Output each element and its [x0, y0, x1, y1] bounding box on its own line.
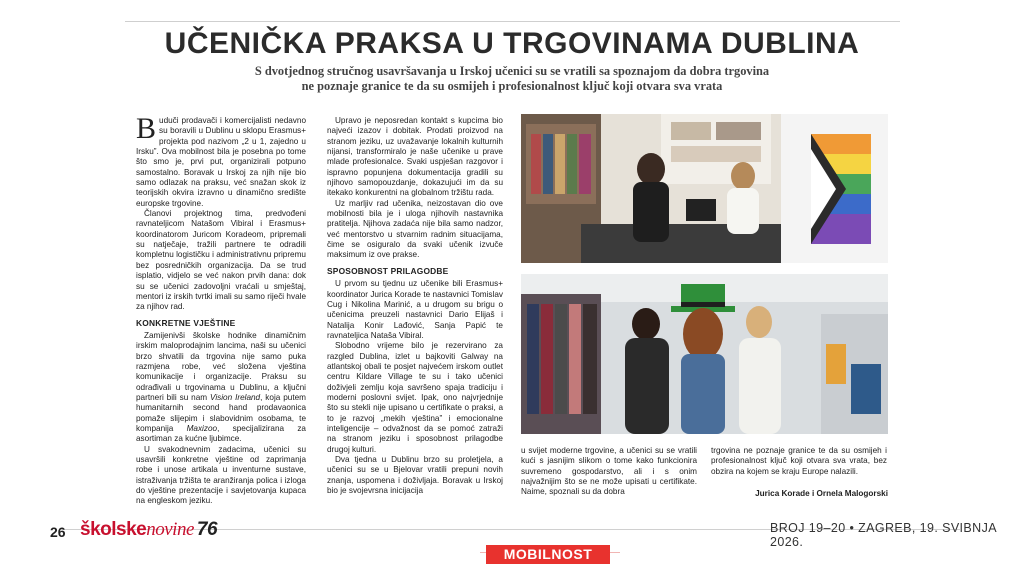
- section-heading: SPOSOBNOST PRILAGODBE: [327, 265, 449, 276]
- shop-counter-illustration: [521, 114, 888, 263]
- article-author: Jurica Korade i Ornela Malogorski: [755, 489, 888, 498]
- article-column-1: [136, 112, 306, 507]
- article-column-4: [711, 446, 887, 477]
- company-name: Maxizoo: [186, 423, 218, 433]
- logo-text-skolske: školske: [80, 519, 147, 540]
- paragraph: Upravo je neposredan kontakt s kupcima bio najveći izazov i dobitak. Prodati proizvod na stranom jeziku, uz uvažavanje lokalnih kulturnih nijansi, transformiralo je naše učenike u prave mlade profesionalce. Svaki uspješan razgovor i ispravno popunjena dokumentacija gradili su njihovo samopouzdanje, dokazujući im da su itekako konkurentni na globalnom tržištu rada.: [327, 116, 503, 198]
- logo-text-novine: novine: [146, 519, 194, 540]
- paragraph: [136, 331, 306, 445]
- paragraph-text: , koja putem humanitarnih second hand prodavaonica pomaže slijepim i slabovidnim osobama, te kompanija: [136, 392, 306, 433]
- subtitle-line-1: S dvotjednog stručnog usavršavanja u Irskoj učenici su se vratili sa spoznajom da dobra trgovina: [254, 64, 770, 78]
- article-title: UČENIČKA PRAKSA U TRGOVINAMA DUBLINA: [164, 27, 860, 60]
- paragraph-text: Zamijenivši školske hodnike dinamičnim irskim maloprodajnim lancima, naši su učenici brzo shvatili da trgovina nije samo puka razmjena robe, već složena vještina komunikacije i organizacije. Praksu su odrađivali u trgovinama u Dublinu, a ključni partneri bili su nam: [136, 330, 306, 402]
- article-column-3: [521, 446, 697, 498]
- article-column-2: [327, 116, 503, 496]
- paragraph-text: , specijalizirana za asortiman za kućne ljubimce.: [136, 423, 306, 444]
- publication-logo: [80, 519, 217, 541]
- paragraph: trgovina ne poznaje granice te da su osmijeh i profesionalnost ključ koji otvara sva vrata, bez obzira na kojem se kraju Europe nalazili.: [711, 446, 887, 476]
- top-rule: [125, 21, 900, 22]
- paragraph: Dva tjedna u Dublinu brzo su proletjela, a učenici su se u Bjelovar vratili prepuni novih znanja, uspomena i doživljaja. Boravak u Irskoj bio je svojevrsna inicijacija: [327, 455, 503, 496]
- intro-paragraph: [136, 112, 306, 209]
- article-subtitle: [0, 64, 1024, 94]
- drop-cap: B: [136, 112, 157, 145]
- subtitle-line-2: ne poznaje granice te da su osmijeh i profesionalnost ključ koji otvara sva vrata: [301, 79, 723, 93]
- paragraph: U prvom su tjednu uz učenike bili Erasmus+ koordinator Jurica Korade te nastavnici Tomislav Cug i Nikolina Marinić, a u drugom su brigu o učenicima preuzeli nastavnici Dario Elijaš i Natalija Konir Lađović, Sanja Papić te ravnateljica Nataša Vibiral.: [327, 279, 503, 340]
- paragraph: Slobodno vrijeme bilo je rezervirano za razgled Dublina, izlet u bajkoviti Galway na atlantskoj obali te posjet najvećem irskom outlet centru Kildare Village te su i tako učenici doživjeli zemlju koja savršeno spaja tradiciju i moderni poslovni svijet. Ipak, ono najvrjednije što su stekli nije upisano u certifikate o praksi, a to je razvoj „mekih vještina” i emocionalne inteligencije – odvažnost da se pomoć zatraži na stranom jeziku i sposobnost prilagodbe drugoj kulturi.: [327, 341, 503, 454]
- paragraph-text: uduči prodavači i komercijalisti nedavno su boravili u Dublinu u sklopu Erasmus+ projekta pod nazivom „2 u 1, zajedno u Irsku”. Ova mobilnost bila je posebna po tome što smo je, prvi put, organizirali potpuno samostalno. Boravak u Irskoj za njih nije bio samo odlazak na praksu, već snažan skok iz teorijskih okvira izravno u dinamično središte europske trgovine.: [136, 116, 306, 208]
- paragraph: U svakodnevnim zadacima, učenici su usavršili konkretne vještine od zaprimanja robe i unose artikala u inventurne sustave, istraživanja tržišta te aranžiranja polica i izloga do vještine prezentacije i savjetovanja kupaca na engleskom jeziku.: [136, 444, 306, 506]
- paragraph: u svijet moderne trgovine, a učenici su se vratili kući s jasnijim slikom o tome kako funkcionira suvremeno gospodarstvo, ali i s onim najvažnijim što se ne može upisati u certifikate. Naime, spoznali su da dobra: [521, 446, 697, 497]
- logo-anniversary-number: 76: [196, 519, 218, 540]
- issue-info: BROJ 19–20 • ZAGREB, 19. SVIBNJA 2026.: [770, 521, 997, 549]
- section-heading: KONKRETNE VJEŠTINE: [136, 317, 236, 328]
- shop-counter-photo: [521, 114, 888, 263]
- students-mascot-photo: [521, 274, 888, 434]
- company-name: Vision Ireland: [210, 392, 261, 402]
- students-mascot-illustration: [521, 274, 888, 434]
- section-label: MOBILNOST: [486, 545, 610, 564]
- paragraph: Uz marljiv rad učenika, neizostavan dio ove mobilnosti bila je i uloga njihovih nastavnika pratitelja. Njihova zadaća nije bila samo nadzor, već mentorstvo u stvarnim radnim situacijama, čime se osiguralo da svaki učenik izvuče maksimum iz ove prakse.: [327, 198, 503, 260]
- paragraph: Članovi projektnog tima, predvođeni ravnateljicom Natašom Vibiral i Erasmus+ koordinatorom Juricom Koradeom, pripremali su natječaje, tražili partnere te odradili kompletnu logističku i administrativnu pripremu bez posredničkih organizacija. Da se trud isplatio, vidjelo se već nakon prvih dana: dok su se učenici zadovoljni vraćali u smještaj, mentori iz irskih tvrtki imali su samo riječi hvale za njihov rad.: [136, 209, 306, 312]
- page-number: 26: [50, 524, 66, 540]
